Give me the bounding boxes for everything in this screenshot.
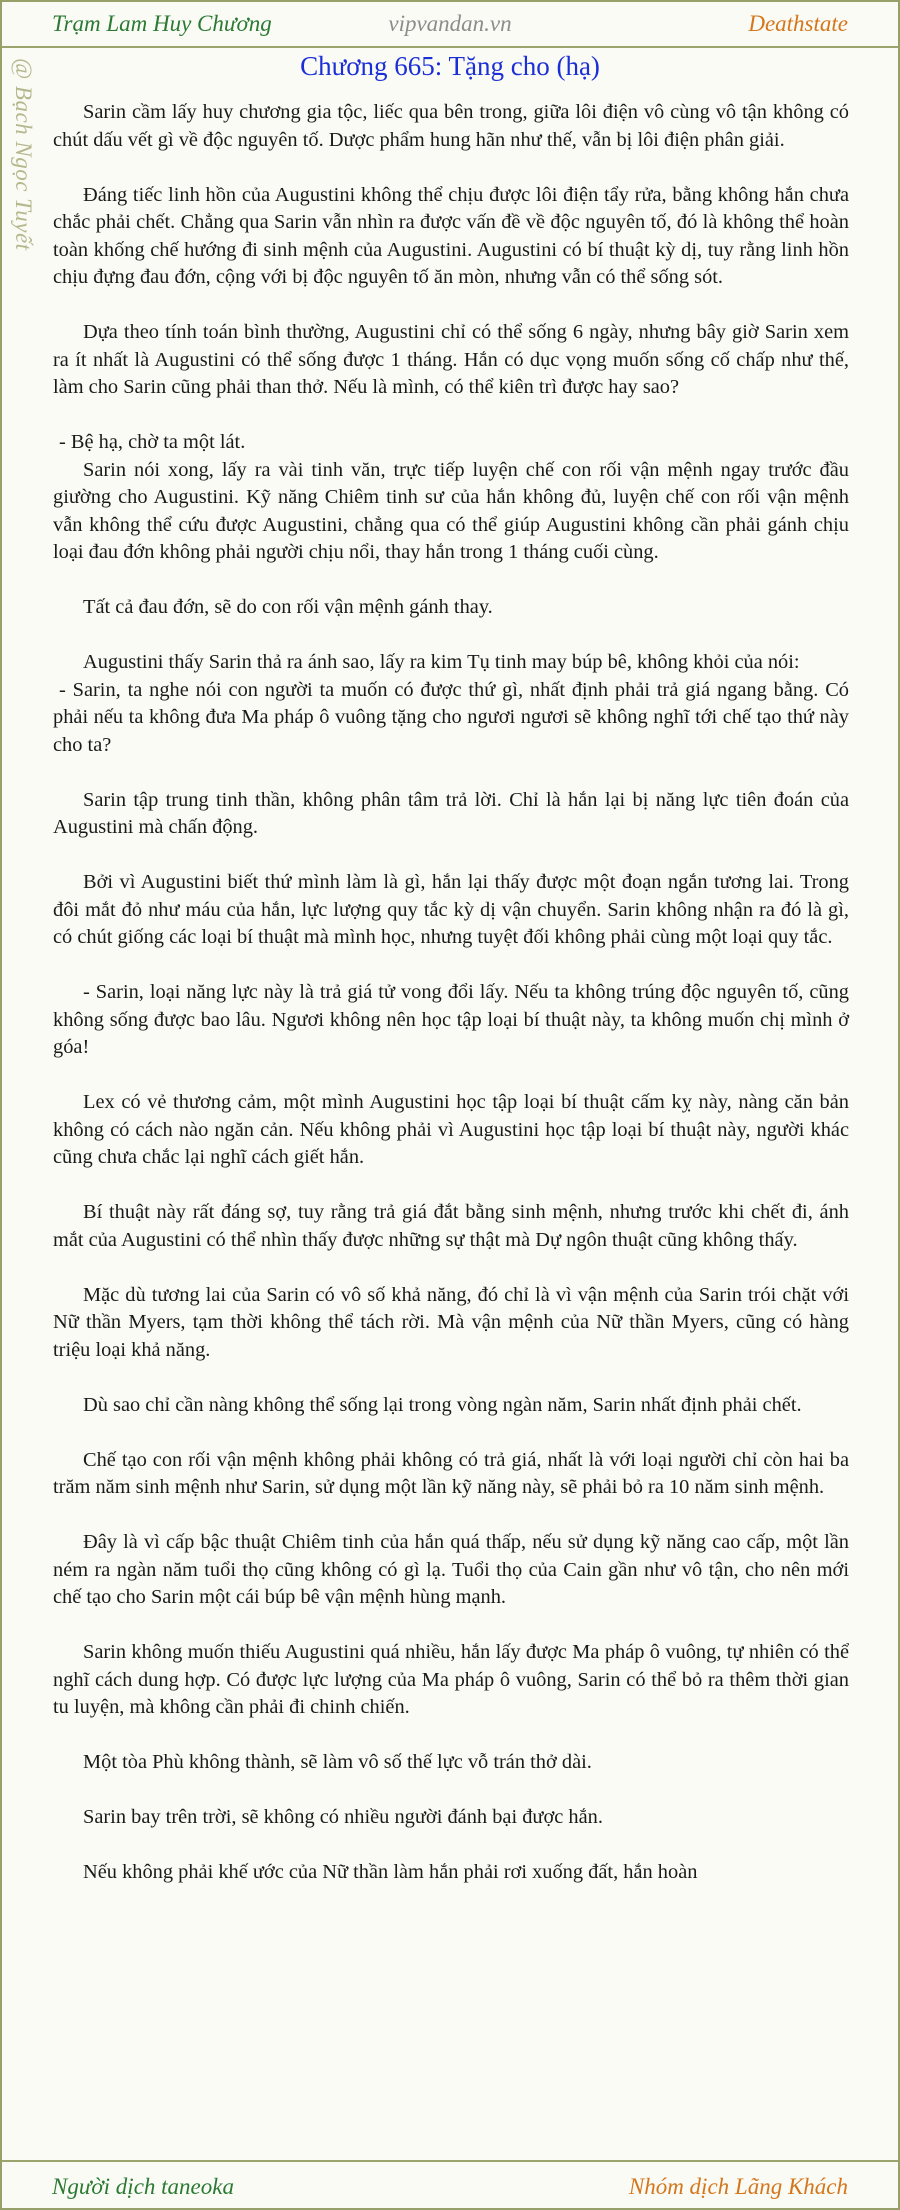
author-name: Deathstate	[748, 11, 848, 36]
paragraph: Mặc dù tương lai của Sarin có vô số khả năng, đó chỉ là vì vận mệnh của Sarin trói chặt với Nữ thần Myers, tạm thời không thể tách rời. Mà vận mệnh của Nữ thần Myers, cũng có hàng triệu loại khả năng.	[53, 1283, 849, 1361]
dialogue-paragraph: - Bệ hạ, chờ ta một lát.	[59, 431, 246, 453]
paragraph: Bởi vì Augustini biết thứ mình làm là gì, hắn lại thấy được một đoạn ngắn tương lai. Trong đôi mắt đỏ như máu của hắn, lực lượng quy tắc kỳ dị vận chuyển. Sarin không nhận ra đó là gì, có chút giống các loại bí thuật mà mình học, nhưng tuyệt đối không phải cùng một loại quy tắc.	[53, 871, 849, 948]
paragraph: Nếu không phải khế ước của Nữ thần làm hắn phải rơi xuống đất, hắn hoàn	[83, 1861, 698, 1883]
paragraph: Dù sao chỉ cần nàng không thể sống lại trong vòng ngàn năm, Sarin nhất định phải chết.	[83, 1393, 802, 1416]
paragraph: Dựa theo tính toán bình thường, Augustini chỉ có thể sống 6 ngày, nhưng bây giờ Sarin xem ra ít nhất là Augustini có thể sống được 1 tháng. Hắn có dục vọng muốn sống cố chấp như thế, làm cho Sarin cũng phải than thở. Nếu là mình, có thể kiên trì được hay sao?	[53, 321, 849, 398]
book-title: Trạm Lam Huy Chương	[52, 11, 272, 36]
paragraph: Một tòa Phù không thành, sẽ làm vô số thế lực vỗ trán thở dài.	[83, 1751, 592, 1773]
paragraph: Sarin tập trung tinh thần, không phân tâm trả lời. Chỉ là hắn lại bị năng lực tiên đoán của Augustini mà chấn động.	[53, 788, 849, 838]
site-name[interactable]: vipvandan.vn	[388, 11, 512, 36]
translator-credit: Người dịch taneoka	[52, 2174, 234, 2199]
paragraph: Sarin nói xong, lấy ra vài tinh văn, trực tiếp luyện chế con rối vận mệnh ngay trước đầu giường cho Augustini. Kỹ năng Chiêm tinh sư của hắn không đủ, luyện chế con rối vận mệnh vẫn không thể cứu được Augustini, chẳng qua có thể giúp Augustini không cần phải gánh chịu loại đau đớn không phải người chịu nổi, thay hắn trong 1 tháng cuối cùng.	[53, 458, 849, 563]
paragraph: Sarin không muốn thiếu Augustini quá nhiều, hắn lấy được Ma pháp ô vuông, tự nhiên có thể nghĩ cách dung hợp. Có được lực lượng của Ma pháp ô vuông, Sarin có thể bỏ ra thêm thời gian tu luyện, mà không cần phải đi chinh chiến.	[53, 1641, 849, 1718]
dialogue-paragraph: - Sarin, ta nghe nói con người ta muốn có được thứ gì, nhất định phải trả giá ngang bằng. Có phải nếu ta không đưa Ma pháp ô vuông tặng cho ngươi ngươi sẽ không nghĩ tới chế tạo thứ này cho ta?	[53, 678, 849, 756]
paragraph: Bí thuật này rất đáng sợ, tuy rằng trả giá đắt bằng sinh mệnh, nhưng trước khi chết đi, ánh mắt của Augustini có thể nhìn thấy được những sự thật mà Dự ngôn thuật cũng không thấy.	[53, 1201, 849, 1251]
page-footer	[2, 2160, 898, 2208]
chapter-content	[53, 99, 849, 1887]
paragraph: Sarin bay trên trời, sẽ không có nhiều người đánh bại được hắn.	[83, 1806, 603, 1828]
page-header	[2, 2, 898, 48]
side-credit: @ Bạch Ngọc Tuyết	[11, 58, 36, 251]
paragraph: Sarin cầm lấy huy chương gia tộc, liếc qua bên trong, giữa lôi điện vô cùng vô tận không có chút dấu vết gì về độc nguyên tố. Dược phẩm hung hãn như thế, vẫn bị lôi điện phân giải.	[53, 101, 849, 151]
group-credit: Nhóm dịch Lãng Khách	[628, 2174, 848, 2199]
paragraph: Tất cả đau đớn, sẽ do con rối vận mệnh gánh thay.	[83, 596, 493, 618]
paragraph: Augustini thấy Sarin thả ra ánh sao, lấy ra kim Tụ tinh may búp bê, không khỏi của nói:	[83, 651, 800, 673]
chapter-title: Chương 665: Tặng cho (hạ)	[300, 51, 600, 81]
paragraph: Chế tạo con rối vận mệnh không phải không có trả giá, nhất là với loại người chỉ còn hai ba trăm năm sinh mệnh như Sarin, sử dụng một lần kỹ năng này, sẽ phải bỏ ra 10 năm sinh mệnh.	[53, 1448, 849, 1498]
paragraph: Đáng tiếc linh hồn của Augustini không thể chịu được lôi điện tẩy rửa, bằng không hắn chưa chắc phải chết. Chẳng qua Sarin vẫn nhìn ra được vấn đề về độc nguyên tố, đó là không thể hoàn toàn khống chế hướng đi sinh mệnh của Augustini. Augustini có bí thuật kỳ dị, tuy rằng linh hồn chịu đựng đau đớn, cộng với bị độc nguyên tố ăn mòn, nhưng vẫn có thể sống sót.	[53, 183, 849, 288]
paragraph: Đây là vì cấp bậc thuật Chiêm tinh của hắn quá thấp, nếu sử dụng kỹ năng cao cấp, một lần ném ra ngàn năm tuổi thọ cũng không có gì lạ. Tuổi thọ của Cain gần như vô tận, cho nên mới chế tạo cho Sarin một cái búp bê vận mệnh hùng mạnh.	[53, 1531, 849, 1608]
paragraph: Lex có vẻ thương cảm, một mình Augustini học tập loại bí thuật cấm kỵ này, nàng căn bản không có cách nào ngăn cản. Nếu không phải vì Augustini học tập loại bí thuật này, người khác cũng chưa chắc lại nghĩ cách giết hắn.	[53, 1091, 849, 1168]
dialogue-paragraph: - Sarin, loại năng lực này là trả giá tử vong đổi lấy. Nếu ta không trúng độc nguyên tố, cũng không sống được bao lâu. Ngươi không nên học tập loại bí thuật này, ta không muốn chị mình ở góa!	[53, 981, 849, 1058]
